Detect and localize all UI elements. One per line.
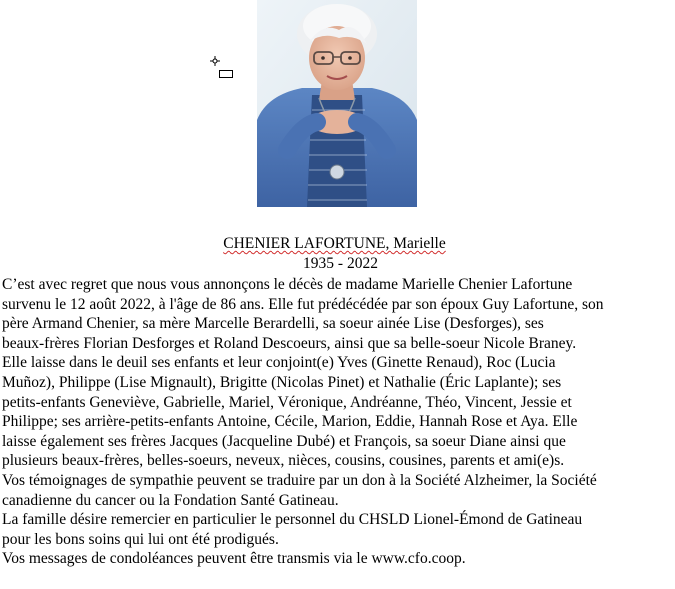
- text-line: Vos témoignages de sympathie peuvent se traduire par un don à la Société Alzheimer, la Société: [2, 471, 597, 489]
- text-line: canadienne du cancer ou la Fondation Santé Gatineau.: [2, 491, 339, 509]
- text-line: Philippe; ses arrière-petits-enfants Antoine, Cécile, Marion, Eddie, Hannah Rose et Aya. Elle: [2, 413, 578, 431]
- text-line: C’est avec regret que nous vous annonçons le décès de madame Marielle Chenier Lafortune: [2, 276, 573, 293]
- text-line: La famille désire remercier en particulier le personnel du CHSLD Lionel-Émond de Gatineau: [2, 511, 583, 529]
- text-line: beaux-frères Florian Desforges et Roland Descoeurs, ainsi que sa belle-soeur Nicole Braney.: [2, 334, 577, 352]
- image-anchor-icon[interactable]: [209, 55, 235, 81]
- portrait-photo: [257, 0, 417, 207]
- text-line: survenu le 12 août 2022, à l'âge de 86 ans. Elle fut prédécédée par son époux Guy Lafortune, son: [2, 295, 604, 313]
- text-line: Vos messages de condoléances peuvent être transmis via le www.cfo.coop.: [2, 550, 466, 568]
- obituary-text: [2, 275, 675, 569]
- text-line: Muñoz), Philippe (Lise Mignault), Brigitte (Nicolas Pinet) et Nathalie (Éric Laplante); ses: [2, 373, 562, 391]
- text-line: pour les bons soins qui lui ont été prodigués.: [2, 530, 279, 548]
- text-line: Elle laisse dans le deuil ses enfants et leur conjoint(e) Yves (Ginette Renaud), Roc (Lucia: [2, 354, 556, 372]
- life-years: 1935 - 2022: [303, 255, 378, 272]
- text-line: petits-enfants Geneviève, Gabrielle, Mariel, Véronique, Andréanne, Théo, Vincent, Jessie et: [2, 393, 572, 411]
- text-line: père Armand Chenier, sa mère Marcelle Berardelli, sa soeur ainée Lise (Desforges), ses: [2, 315, 544, 333]
- text-line: laisse également ses frères Jacques (Jacqueline Dubé) et François, sa soeur Diane ainsi que: [2, 432, 566, 450]
- text-line: plusieurs beaux-frères, belles-soeurs, neveux, nièces, cousins, cousines, parents et ami(e)s.: [2, 452, 565, 470]
- deceased-name: CHENIER LAFORTUNE, Marielle: [223, 235, 446, 252]
